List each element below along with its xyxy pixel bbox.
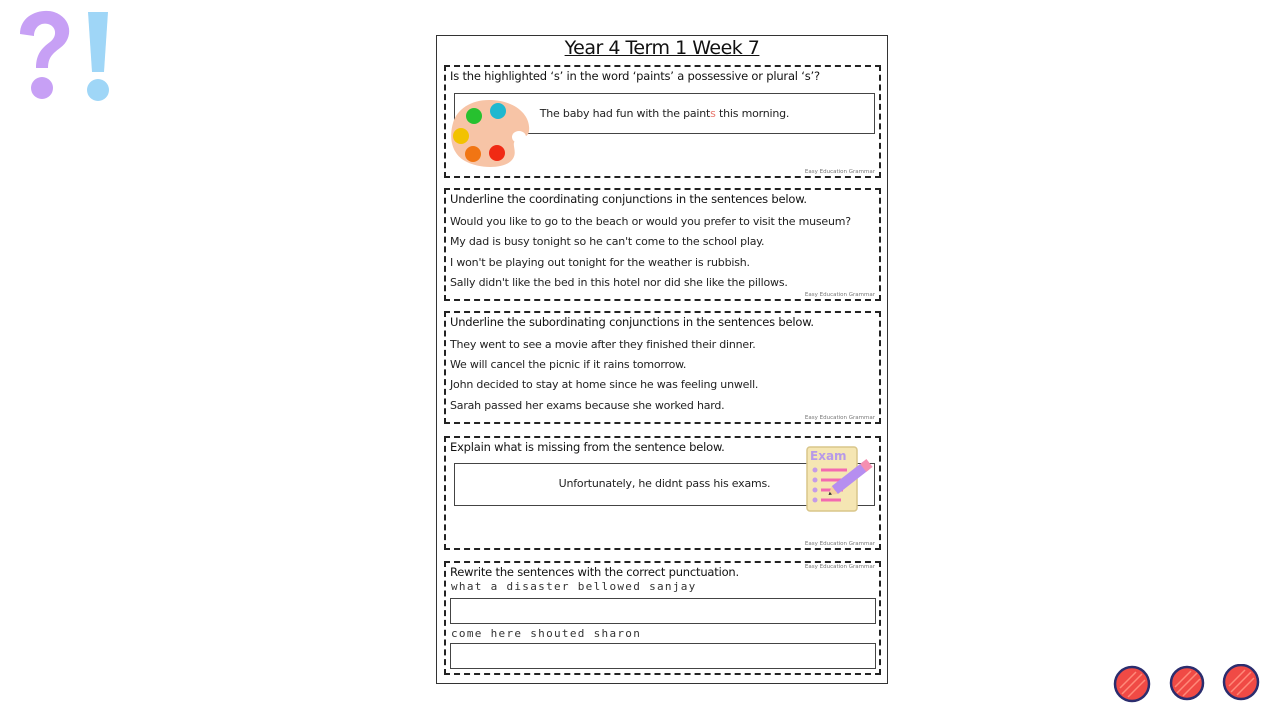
question-4-box — [444, 436, 881, 550]
worksheet — [436, 35, 888, 684]
watermark: Easy Education Grammar — [804, 415, 875, 421]
sentence-line: I won't be playing out tonight for the weather is rubbish. — [450, 256, 750, 269]
question-exclamation-icon — [12, 6, 122, 106]
sentence-line: Sarah passed her exams because she worked hard. — [450, 399, 725, 412]
question-3-box — [444, 311, 881, 424]
answer-field[interactable] — [450, 643, 876, 669]
exam-paper-pencil-icon — [805, 443, 877, 515]
question-1-text: Is the highlighted ‘s’ in the word ‘paints’ a possessive or plural ‘s’? — [450, 69, 820, 83]
question-3-text: Underline the subordinating conjunctions in the sentences below. — [450, 315, 814, 329]
question-4-text: Explain what is missing from the sentence below. — [450, 440, 725, 454]
rewrite-prompt: what a disaster bellowed sanjay — [451, 580, 697, 593]
watermark: Easy Education Grammar — [804, 564, 875, 570]
sentence-line: Would you like to go to the beach or would you prefer to visit the museum? — [450, 215, 851, 228]
question-5-box — [444, 561, 881, 675]
sentence-line: They went to see a movie after they finished their dinner. — [450, 338, 756, 351]
sentence-line: John decided to stay at home since he was feeling unwell. — [450, 378, 759, 391]
question-4-sentence: Unfortunately, he didnt pass his exams. — [558, 477, 771, 490]
question-2-box — [444, 188, 881, 301]
highlighted-letter: s — [710, 107, 716, 120]
sentence-line: We will cancel the picnic if it rains tomorrow. — [450, 358, 687, 371]
question-1-sentence: The baby had fun with the paints this morning. — [539, 107, 790, 120]
question-5-text: Rewrite the sentences with the correct punctuation. — [450, 565, 739, 579]
exam-icon-label: Exam — [810, 449, 847, 463]
worksheet-title: Year 4 Term 1 Week 7 — [564, 37, 760, 59]
watermark: Easy Education Grammar — [804, 169, 875, 175]
sentence-line: My dad is busy tonight so he can't come to the school play. — [450, 235, 765, 248]
sentence-line: Sally didn't like the bed in this hotel nor did she like the pillows. — [450, 276, 788, 289]
watermark: Easy Education Grammar — [804, 541, 875, 547]
question-1-box — [444, 65, 881, 178]
answer-field[interactable] — [450, 598, 876, 624]
watermark: Easy Education Grammar — [804, 292, 875, 298]
scribble-dots-icon — [1112, 664, 1264, 704]
rewrite-prompt: come here shouted sharon — [451, 627, 642, 640]
question-2-text: Underline the coordinating conjunctions in the sentences below. — [450, 192, 807, 206]
paint-palette-icon — [449, 97, 531, 169]
